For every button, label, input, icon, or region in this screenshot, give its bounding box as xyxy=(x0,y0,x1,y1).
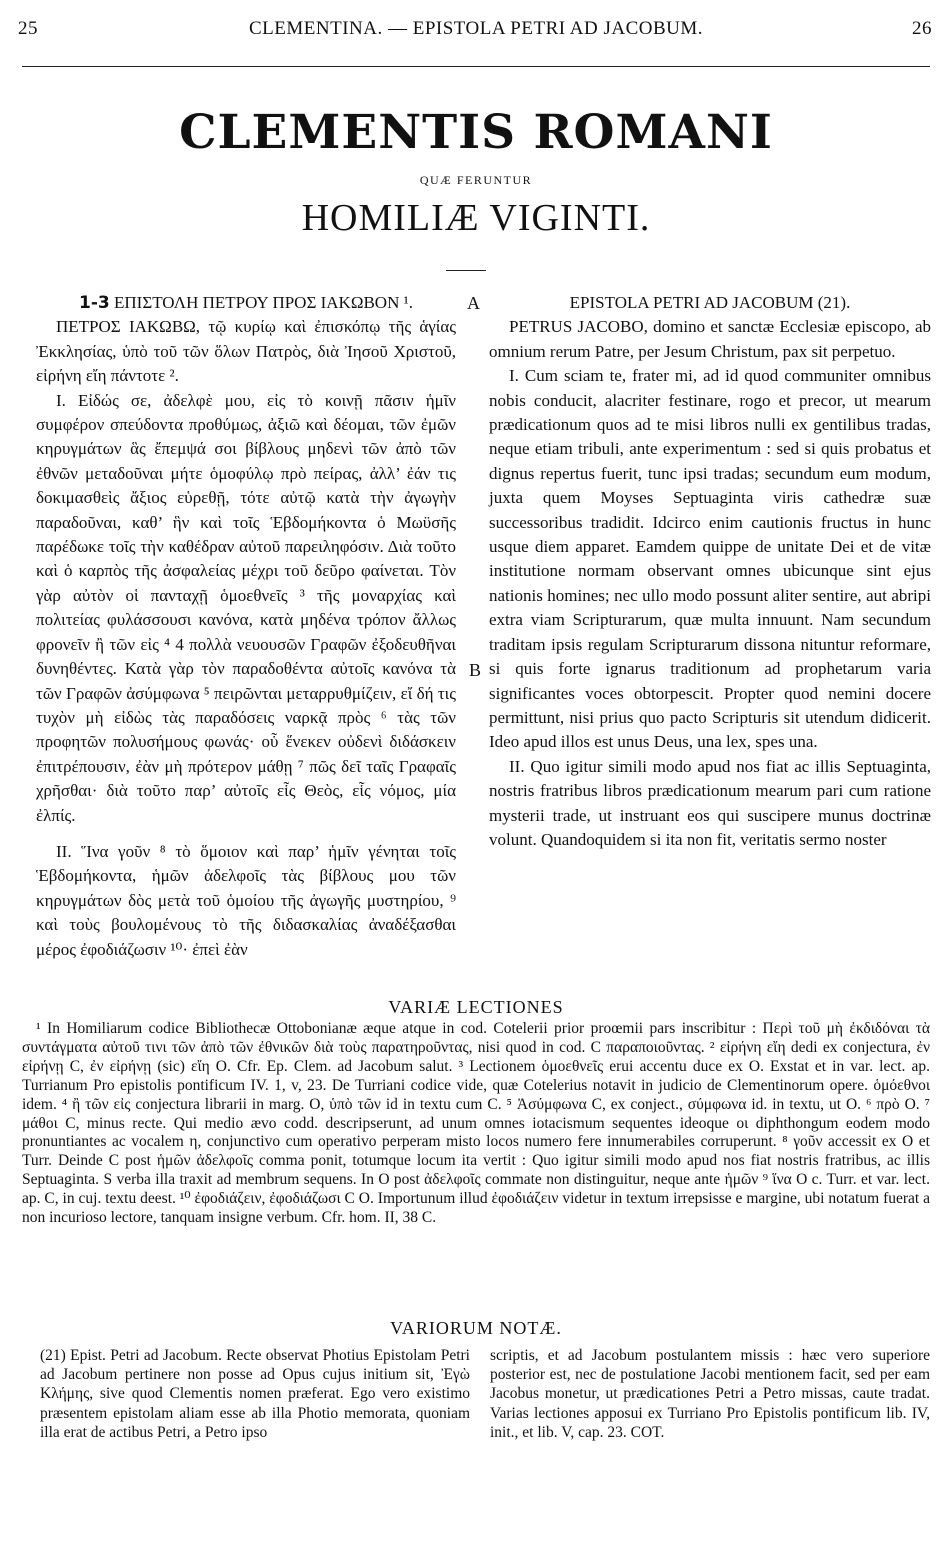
greek-section-2: II. Ἵνα γοῦν ⁸ τὸ ὅμοιον καὶ παρ’ ἡμῖν γένηται τοῖς Ἑβδομήκοντα, ἡμῶν ἀδελφοῖς τὰς βίβλους μου τῶν κηρυγμάτων δὸς μετὰ τοῦ ὁμοίου τῆς ἀγωγῆς μυστηρίου, ⁹ καὶ τοὺς βουλομένους τὸ τῆς διδασκαλίας ἀναδέξασθαι μέρος ἐφοδιάζωσιν ¹⁰· ἐπεὶ ἐὰν xyxy=(36,841,456,959)
notae-left-column xyxy=(40,1346,470,1442)
subtitle-small: QUÆ FERUNTUR xyxy=(419,173,533,187)
latin-salutation: PETRUS JACOBO, domino et sanctæ Ecclesiæ episcopo, ab omnium rerum Patre, per Jesum Christum, pax sit perpetuo. xyxy=(489,317,931,361)
subtitle-large: HOMILIÆ VIGINTI. xyxy=(301,197,651,239)
greek-heading-number: 1-3 xyxy=(79,293,110,313)
header-rule xyxy=(22,66,930,67)
latin-section-1: I. Cum sciam te, frater mi, ad id quod communiter omnibus nobis conducit, alacriter festinare, rogo et precor, ut mearum prædicationum quos ad te misi libros nulli ex gentilibus tradas, neque etiam tribuli, ante experimentum : sed si quis probatus et dignus repertus fuerit, tunc ipsi tradas; secundum eum modum, juxta quem Moyses Septuaginta viris cathedræ suæ successoribus tradidit. Idcirco enim cautionis fructus in hunc usque diem apparet. Eamdem quippe de unitate Dei et de vitæ institutione normam observant omnes ubicunque sint ejus nationis homines; nec ullo modo possunt aliter sentire, aut abripi extra viam Scripturarum, quæ multa innuunt. Nam secundum traditam ipsis regulam Scripturarum dissona nituntur reformare, si quis forte ignarus traditionum ad prophetarum varia significantes voces obtorpescit. Propter quod nemini docere permittunt, nisi prius quo pacto Scripturis sit utendum didicerit. Ideo apud illos est unus Deus, una lex, spes una. xyxy=(489,366,931,752)
variae-lectiones-text: ¹ In Homiliarum codice Bibliothecæ Ottobonianæ æque atque in cod. Cotelerii prior proœmii pars inscribitur : Περὶ τοῦ μὴ ἐκδιδόναι τὰ συντάγματα αὐτοῦ τινι τῶν ἀπὸ τῶν ἐθνικῶν διὰ τοὺς παρατηροῦντας, nisi quod in cod. C παραποιοῦντας. ² εἰρήνη εἴη dedi ex conjectura, ἐν εἰρήνῃ C, ἐν εἰρήνῃ (sic) εἴη O. Cfr. Ep. Clem. ad Jacobum salut. ³ Lectionem ὁμοεθνεῖς erui accentu duce ex O. Exstat et in var. lect. ap. Turrianum Pro epistolis pontificum IV. 1, v, 23. De Turriani codice vide, quæ Cotelerius notavit in judicio de Clementinorum opere. ὁμόεθνοι idem. ⁴ ἢ τῶν εἰς conjectura librarii in marg. O, ὑπὸ τῶν id in textu cum C. ⁵ Ἀσύμφωνα C, ex conject., σύμφωνα id. in textu, ut O. ⁶ πρὸ O. ⁷ μάθοι C, minus recte. Qui medio ævo codd. descripserunt, ad unum omnes iotacismum sequentes ideoque οι diphthongum eodem modo pronuntiantes ac vocalem η, conjunctivo cum operativo perperam misto locos numero fere innumerabiles corruperunt. ⁸ γοῦν accessit ex O et Turr. Deinde C post ἡμῶν ἀδελφοῖς comma ponit, totumque locum ita vertit : Quo igitur simili modo apud nos fiat nostris fratribus, ac illis Septuaginta. S verba illa traxit ad membrum sequens. In O post ἀδελφοῖς commate non distinguitur, neque ante ἡμῶν ⁹ ἵνα O c. Turr. et var. lect. ap. C, in cuj. textu deest. ¹⁰ ἐφοδιάζειν, ἐφοδιάζωσι C O. Importunum illud ἐφοδιάζειν videtur in textum irrepsisse e margine, ubi notatum fuerat a non incurioso lectore, tanquam insigne verbum. Cfr. hom. II, 38 C. xyxy=(22,1020,930,1227)
greek-salutation: ΠΕΤΡΟΣ ΙΑΚΩΒΩ, τῷ κυρίῳ καὶ ἐπισκόπῳ τῆς ἁγίας Ἐκκλησίας, ὑπὸ τοῦ τῶν ὅλων Πατρὸς, διὰ Ἰησοῦ Χριστοῦ, εἰρήνη εἴη πάντοτε ². xyxy=(36,317,456,386)
page-number-left: 25 xyxy=(18,18,38,39)
greek-heading xyxy=(36,291,456,315)
greek-section-1: I. Εἰδώς σε, ἀδελφὲ μου, εἰς τὸ κοινῇ πᾶσιν ἡμῖν συμφέρον σπεύδοντα προθύμως, ἀξιῶ καὶ δέομαι, τῶν ἐμῶν κηρυγμάτων ἃς ἔπεμψά σοι βίβλους μηδενὶ τῶν ἀπὸ τῶν ἐθνῶν μεταδοῦναι μήτε ὁμοφύλῳ πρὸ πείρας, ἀλλ’ ἐάν τις δοκιμασθεὶς ἄξιος εὑρεθῇ, τότε αὐτῷ κατὰ τὴν ἀγωγὴν παραδοῦναι, καθ’ ἣν καὶ τοῖς Ἑβδομήκοντα ὁ Μωϋσῆς παρέδωκε τοῖς τὴν καθέδραν αὐτοῦ παρειληφόσιν. Διὰ τοῦτο καὶ ὁ καρπὸς τῆς ἀσφαλείας μέχρι τοῦ δεῦρο φαίνεται. Τὸν γὰρ αὐτὸν οἱ πανταχῇ ὁμοεθνεῖς ³ τῆς μοναρχίας καὶ πολιτείας φυλάσσουσι κανόνα, κατὰ μηδένα τρόπον ἄλλως φρονεῖν ἢ τῶν εἰς ⁴ 4 πολλὰ νευουσῶν Γραφῶν ἐξοδευθῆναι δυνηθέντες. Κατὰ γὰρ τὸν παραδοθέντα αὐτοῖς κανόνα τὰ τῶν Γραφῶν ἀσύμφωνα ⁵ πειρῶνται μεταρρυθμίζειν, εἴ δή τις τυχὸν μὴ εἰδὼς τὰς παραδόσεις ναρκᾷ πρὸς ⁶ τὰς τῶν προφητῶν πολυσήμους φωνάς· οὗ ἕνεκεν οὐδενὶ διδάσκειν ἐπιτρέπουσιν, ἐὰν μὴ πρότερον μάθῃ ⁷ πῶς δεῖ ταῖς Γραφαῖς χρῆσθαι· διὰ τοῦτο παρ’ αὐτοῖς εἷς Θεὸς, εἷς νόμος, μία ἐλπίς. xyxy=(36,390,456,825)
notae-right-text: scriptis, et ad Jacobum postulantem missis : hæc vero superiore posterior est, nec de postulatione Jacobi mentionem facit, sed per eam Jacobus monetur, ut prædicationes Petri a Petro missas, caute tradat. Varias lectiones apposui ex Turriano Pro Epistolis pontificum lib. IV, init., et lib. V, cap. 23. COT. xyxy=(490,1347,930,1441)
running-header: CLEMENTINA. — EPISTOLA PETRI AD JACOBUM. xyxy=(248,18,704,39)
latin-column xyxy=(489,291,931,852)
margin-mark-a: A xyxy=(467,293,480,313)
title-rule xyxy=(446,270,486,271)
margin-mark-b: B xyxy=(469,660,482,680)
variorum-notae-heading: VARIORUM NOTÆ. xyxy=(390,1318,562,1338)
latin-heading: EPISTOLA PETRI AD JACOBUM (21). xyxy=(569,293,851,312)
page-number-right: 26 xyxy=(912,18,932,39)
variae-lectiones-heading: VARIÆ LECTIONES xyxy=(388,997,564,1017)
notae-left-text: (21) Epist. Petri ad Jacobum. Recte observat Photius Epistolam Petri ad Jacobum pertinere non posse ad Opus cujus initium sit, Ἐγὼ Κλήμης, sive quod Clementis nomen præferat. Ego vero existimo præsentem epistolam aliam esse ab illa Photio memorata, quoniam illa erat de actibus Petri, a Petro ipso xyxy=(40,1347,470,1441)
greek-column xyxy=(36,291,456,962)
latin-section-2: II. Quo igitur simili modo apud nos fiat ac illis Septuaginta, nostris fratribus libros prædicationum mearum pari cum ratione mysterii trade, ut instruant eos qui suscipere munus doctrinæ volunt. Quandoquidem si ita non fit, veritatis sermo noster xyxy=(489,756,931,849)
page-title: CLEMENTIS ROMANI xyxy=(179,105,773,160)
variae-lectiones xyxy=(22,1020,930,1228)
notae-right-column xyxy=(490,1346,930,1442)
greek-heading-text: ΕΠΙΣΤΟΛΗ ΠΕΤΡΟΥ ΠΡΟΣ ΙΑΚΩΒΟΝ ¹. xyxy=(114,293,413,312)
